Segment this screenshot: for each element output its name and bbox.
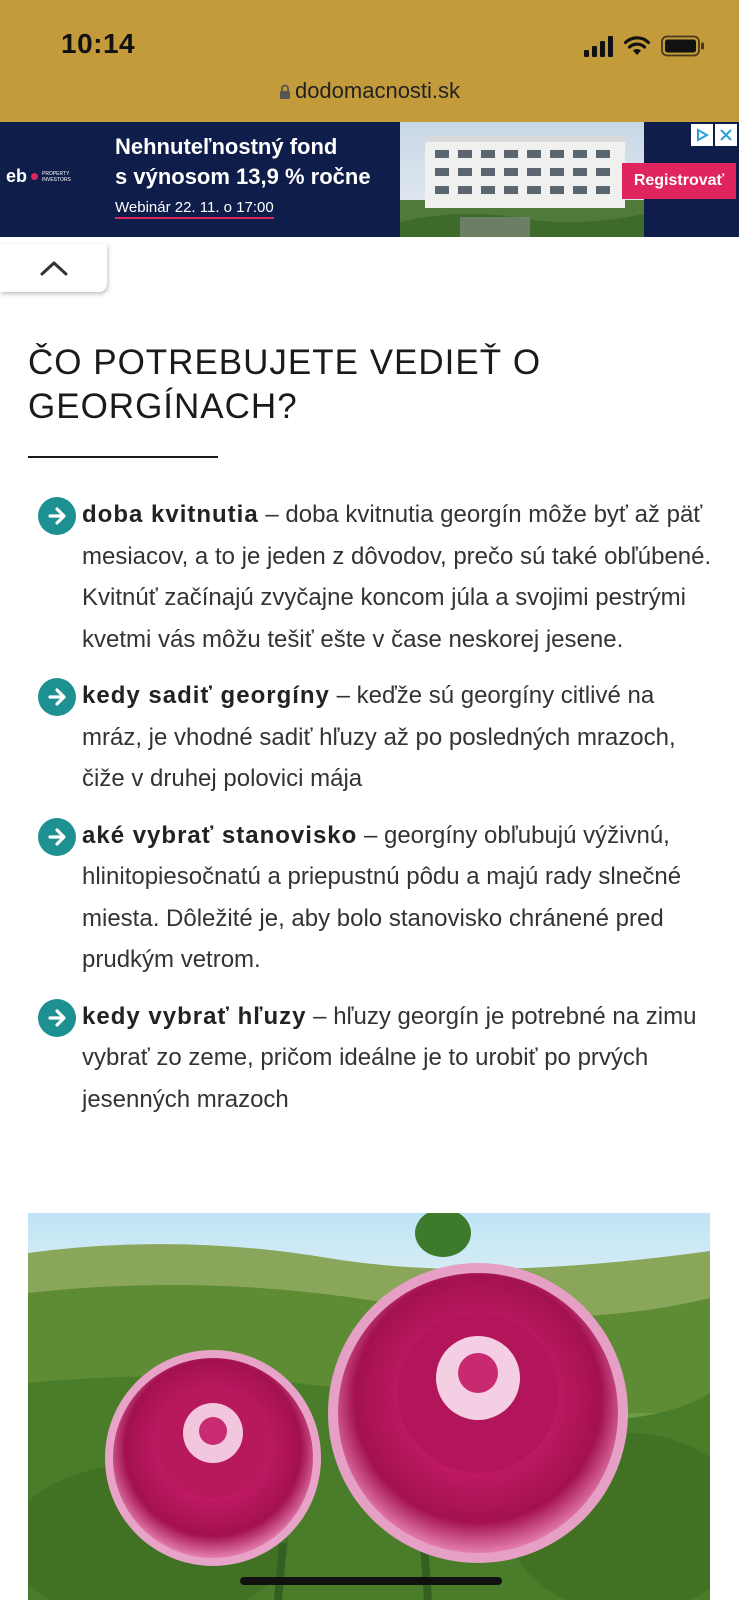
arrow-right-icon <box>38 497 76 535</box>
list-item-text: georgíny obľubujú výživnú, hlinitopiesočnatú a priepustnú pôdu a majú rady slnečné miesta. Dôležité je, aby bolo stanovisko chránené pred prudkým vetrom. <box>82 821 682 973</box>
list-item: kedy sadiť georgíny – keďže sú georgíny citlivé na mráz, je vhodné sadiť hľuzy až po posledných mrazoch, čiže v druhej polovici mája <box>0 675 739 800</box>
ad-choices <box>691 124 737 146</box>
ad-logo: eb PROPERTY INVESTORS <box>6 166 71 186</box>
address-bar[interactable] <box>0 78 739 104</box>
list-item-term: kedy vybrať hľuzy <box>82 1002 307 1030</box>
chevron-up-icon <box>39 259 69 277</box>
cellular-signal-icon <box>584 35 613 57</box>
ad-subtitle: Webinár 22. 11. o 17:00 <box>115 199 274 219</box>
collapse-ad-button[interactable] <box>0 244 107 292</box>
list-item-text: keďže sú georgíny citlivé na mráz, je vhodné sadiť hľuzy až po posledných mrazoch, čiže v druhej polovici mája <box>82 682 676 792</box>
section-heading: ČO POTREBUJETE VEDIEŤ O GEORGÍNACH? <box>28 343 542 426</box>
wifi-icon <box>623 35 651 57</box>
ad-building-photo <box>400 122 644 237</box>
list-item-text: doba kvitnutia georgín môže byť až päť mesiacov, a to je jeden z dôvodov, prečo sú také obľúbené. Kvitnúť začínajú zvyčajne koncom júla a svojimi pestrými kvetmi vás môžu tešiť ešte v čase neskorej jesene. <box>82 501 712 653</box>
browser-top-bar <box>0 0 739 122</box>
arrow-right-icon <box>38 678 76 716</box>
list-item: kedy vybrať hľuzy – hľuzy georgín je potrebné na zimu vybrať zo zeme, pričom ideálne je to urobiť po prvých jesenných mrazoch <box>0 996 739 1121</box>
status-icons <box>584 34 705 58</box>
address-bar-url: dodomacnosti.sk <box>294 78 461 103</box>
ad-title: Nehnuteľnostný fond s výnosom 13,9 % ročne <box>115 134 371 189</box>
ad-register-button[interactable]: Registrovať <box>622 163 736 199</box>
adchoices-icon[interactable] <box>691 124 713 146</box>
status-time: 10:14 <box>61 28 136 59</box>
battery-icon <box>661 35 705 57</box>
arrow-right-icon <box>38 818 76 856</box>
list-item: doba kvitnutia – doba kvitnutia georgín môže byť až päť mesiacov, a to je jeden z dôvodov, prečo sú také obľúbené. Kvitnúť začínajú zvyčajne koncom júla a svojimi pestrými kvetmi vás môžu tešiť ešte v čase neskorej jesene. <box>0 494 739 660</box>
lock-icon <box>279 84 291 100</box>
list-item-term: kedy sadiť georgíny <box>82 682 330 709</box>
dahlia-left <box>105 1350 321 1566</box>
home-indicator[interactable] <box>240 1577 502 1585</box>
list-item-term: doba kvitnutia <box>82 501 259 528</box>
list-item: aké vybrať stanovisko – georgíny obľubujú výživnú, hlinitopiesočnatú a priepustnú pôdu a majú rady slnečné miesta. Dôležité je, aby bolo stanovisko chránené pred prudkým vetrom. <box>0 815 739 981</box>
dahlia-photo <box>28 1213 710 1600</box>
ad-banner[interactable] <box>0 122 739 237</box>
close-ad-icon[interactable] <box>715 124 737 146</box>
list-item-term: aké vybrať stanovisko <box>82 821 358 849</box>
info-list <box>0 494 739 1135</box>
arrow-right-icon <box>38 999 76 1037</box>
list-item-text: hľuzy georgín je potrebné na zimu vybrať zo zeme, pričom ideálne je to urobiť po prvých jesenných mrazoch <box>82 1002 697 1113</box>
dahlia-right <box>328 1263 628 1563</box>
heading-underline <box>28 456 218 458</box>
